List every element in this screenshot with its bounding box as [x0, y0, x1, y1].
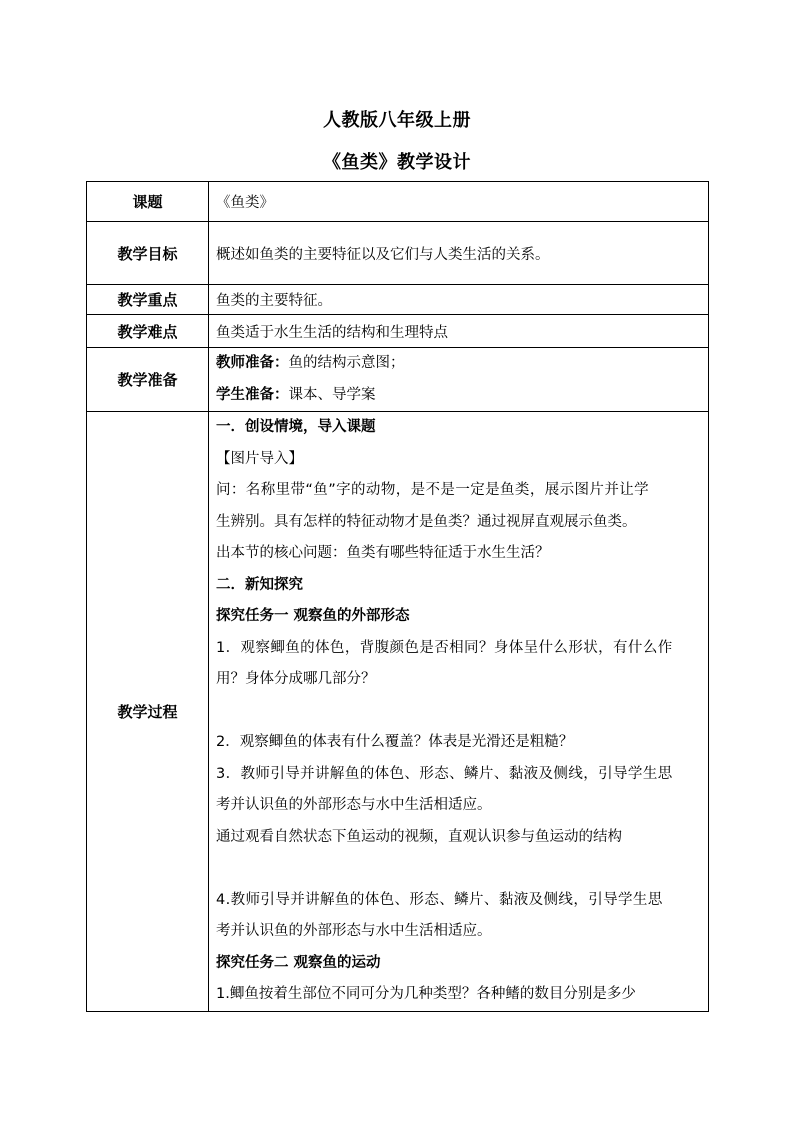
process-line: 一．创设情境，导入课题: [216, 419, 376, 435]
process-line: 出本节的核心问题：鱼类有哪些特征适于水生生活？: [216, 545, 550, 561]
topic-value: 《鱼类》: [209, 182, 709, 222]
objective-value: 概述如鱼类的主要特征以及它们与人类生活的关系。: [209, 222, 709, 285]
lesson-plan-table: [86, 181, 709, 1012]
process-line: 二．新知探究: [216, 576, 303, 593]
process-line: 问：名称里带“鱼”字的动物，是不是一定是鱼类，展示图片并让学: [216, 482, 650, 498]
process-line: 考并认识鱼的外部形态与水中生活相适应。: [216, 923, 492, 939]
blank-line: [216, 696, 702, 728]
table-row-topic: [87, 182, 709, 222]
teacher-preparation-value: 鱼的结构示意图；: [288, 355, 405, 371]
blank-line: [216, 853, 702, 885]
preparation-label: 教学准备: [87, 348, 209, 412]
process-label: 教学过程: [87, 412, 209, 1012]
process-line: 1．观察鲫鱼的体色，背腹颜色是否相同？身体呈什么形状，有什么作: [216, 639, 673, 656]
process-line: 【图片导入】: [216, 450, 303, 467]
table-row-process: [87, 412, 709, 1012]
preparation-value: [209, 348, 709, 412]
process-line: 考并认识鱼的外部形态与水中生活相适应。: [216, 797, 492, 813]
table-row-difficulty: [87, 315, 709, 348]
student-preparation-label: 学生准备：: [216, 386, 289, 403]
process-line: 2．观察鲫鱼的体表有什么覆盖？体表是光滑还是粗糙？: [216, 734, 574, 750]
teacher-preparation-label: 教师准备：: [216, 355, 289, 371]
table-row-objective: [87, 222, 709, 285]
objective-label: 教学目标: [87, 222, 209, 285]
table-row-preparation: [87, 348, 709, 412]
difficulty-value: 鱼类适于水生生活的结构和生理特点: [209, 315, 709, 348]
process-line: 探究任务二 观察鱼的运动: [216, 954, 381, 971]
student-preparation-value: 课本、导学案: [288, 386, 376, 403]
topic-label: 课题: [87, 182, 209, 222]
process-line: 探究任务一 观察鱼的外部形态: [216, 608, 410, 624]
process-content: [209, 412, 709, 1012]
difficulty-label: 教学难点: [87, 315, 209, 348]
process-line: 用？身体分成哪几部分？: [216, 671, 376, 687]
teacher-preparation: [216, 348, 702, 380]
process-line: 通过观看自然状态下鱼运动的视频，直观认识参与鱼运动的结构: [216, 828, 622, 845]
keypoint-value: 鱼类的主要特征。: [209, 285, 709, 315]
document-title: 人教版八年级上册: [323, 110, 471, 131]
document-subtitle: 《鱼类》教学设计: [323, 152, 471, 173]
student-preparation: [216, 380, 702, 412]
process-line: 4.教师引导并讲解鱼的体色、形态、鳞片、黏液及侧线，引导学生思: [216, 891, 663, 908]
keypoint-label: 教学重点: [87, 285, 209, 315]
process-line: 3．教师引导并讲解鱼的体色、形态、鳞片、黏液及侧线，引导学生思: [216, 765, 673, 782]
table-row-keypoint: [87, 285, 709, 315]
process-line: 1.鲫鱼按着生部位不同可分为几种类型？各种鳍的数目分别是多少: [216, 986, 636, 1002]
process-line: 生辨别。具有怎样的特征动物才是鱼类？通过视屏直观展示鱼类。: [216, 513, 637, 530]
